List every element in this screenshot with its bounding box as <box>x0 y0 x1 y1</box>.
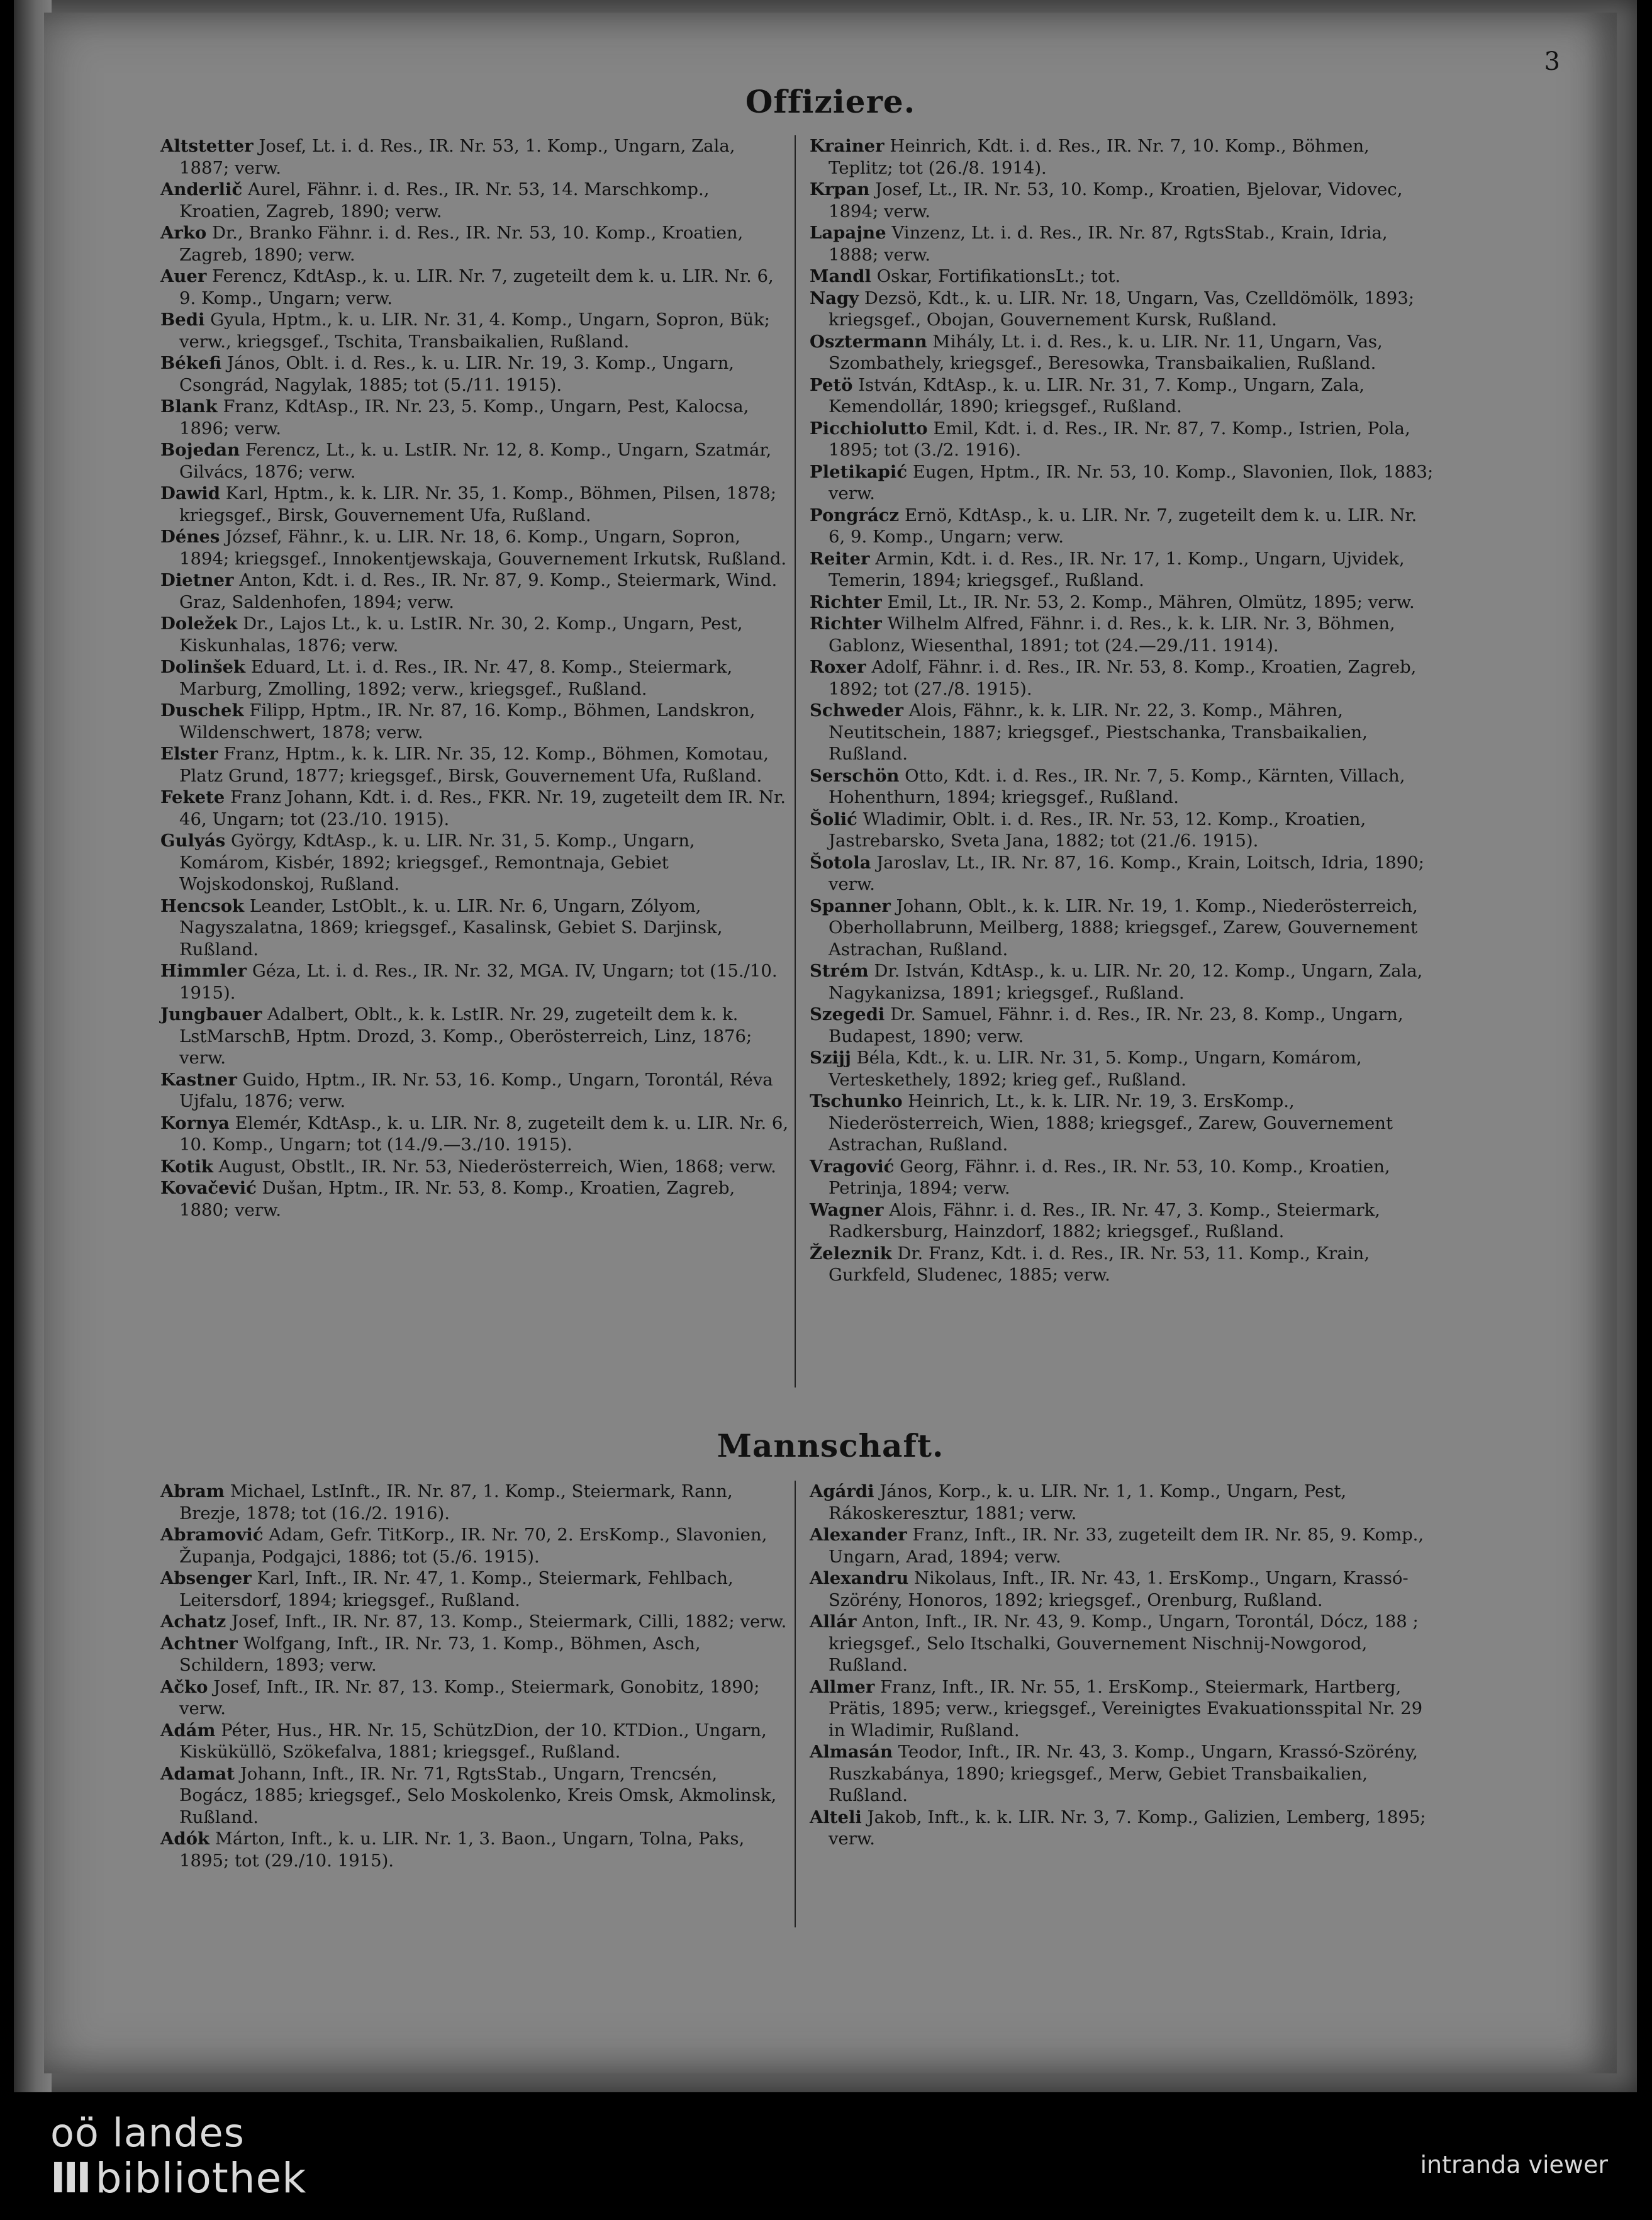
list-entry <box>160 1828 790 1871</box>
entry-details: Emil, Lt., IR. Nr. 53, 2. Komp., Mähren, Olmütz, 1895; verw. <box>887 591 1415 612</box>
entry-details: Franz, Inft., IR. Nr. 55, 1. ErsKomp., Steiermark, Hartberg, Prätis, 1895; verw., kriegsgef., Vereinigtes Evakuationsspital Nr. 29 in Wladimir, Rußland. <box>829 1676 1423 1741</box>
entry-surname: Duschek <box>160 700 244 720</box>
entry-details: Karl, Inft., IR. Nr. 47, 1. Komp., Steiermark, Fehlbach, Leitersdorf, 1894; kriegsgef., Rußland. <box>179 1568 734 1610</box>
entry-surname: Achtner <box>160 1633 238 1654</box>
entry-surname: Auer <box>160 266 207 286</box>
entry-details: Alois, Fähnr., k. k. LIR. Nr. 22, 3. Komp., Mähren, Neutitschein, 1887; kriegsgef., Piestschanka, Transbaikalien, Rußland. <box>829 700 1368 764</box>
entry-surname: Krainer <box>810 136 885 156</box>
entry-surname: Lapajne <box>810 223 886 243</box>
entry-details: Ernö, KdtAsp., k. u. LIR. Nr. 7, zugeteilt dem k. u. LIR. Nr. 6, 9. Komp., Ungarn; verw. <box>829 505 1417 547</box>
entry-details: Filipp, Hptm., IR. Nr. 87, 16. Komp., Böhmen, Landskron, Wildenschwert, 1878; verw. <box>179 700 756 743</box>
list-entry <box>160 613 790 656</box>
list-entry <box>810 266 1439 288</box>
entry-details: Adam, Gefr. TitKorp., IR. Nr. 70, 2. ErsKomp., Slavonien, Županja, Podgajci, 1886; tot (5./6. 1915). <box>179 1525 767 1567</box>
entry-details: Adolf, Fähnr. i. d. Res., IR. Nr. 53, 8. Komp., Kroatien, Zagreb, 1892; tot (27./8. 1915). <box>829 657 1417 699</box>
entry-details: Johann, Oblt., k. k. LIR. Nr. 19, 1. Komp., Niederösterreich, Oberhollabrunn, Meilberg, 1888; kriegsgef., Zarew, Gouvernement Astrachan, Rußland. <box>829 895 1418 960</box>
library-logo <box>50 2111 306 2202</box>
list-entry <box>810 331 1439 374</box>
list-entry <box>810 374 1439 418</box>
entry-details: Armin, Kdt. i. d. Res., IR. Nr. 17, 1. Komp., Ungarn, Ujvidek, Temerin, 1894; kriegsgef., Rußland. <box>829 548 1405 590</box>
list-entry <box>810 656 1439 700</box>
list-entry <box>160 396 790 439</box>
entry-surname: Serschön <box>810 765 900 786</box>
list-entry <box>160 1763 790 1829</box>
entry-details: Wolfgang, Inft., IR. Nr. 73, 1. Komp., Böhmen, Asch, Schildern, 1893; verw. <box>179 1633 701 1675</box>
entry-details: Nikolaus, Inft., IR. Nr. 43, 1. ErsKomp., Ungarn, Krassó-Szörény, Honoros, 1892; kriegsgef., Orenburg, Rußland. <box>829 1568 1409 1610</box>
entry-surname: Roxer <box>810 657 866 677</box>
list-entry <box>810 1611 1439 1676</box>
entry-details: Béla, Kdt., k. u. LIR. Nr. 31, 5. Komp., Ungarn, Komárom, Verteskethely, 1892; krieg gef., Rußland. <box>829 1048 1362 1090</box>
entry-details: Jakob, Inft., k. k. LIR. Nr. 3, 7. Komp., Galizien, Lemberg, 1895; verw. <box>829 1807 1426 1849</box>
entry-details: Wilhelm Alfred, Fähnr. i. d. Res., k. k. LIR. Nr. 3, Böhmen, Gablonz, Wiesenthal, 1891; tot (24.—29./11. 1914). <box>829 614 1395 656</box>
list-entry <box>160 222 790 266</box>
entry-surname: Adám <box>160 1720 216 1741</box>
mannschaft-column-left <box>160 1481 790 1871</box>
entry-surname: Tschunko <box>810 1091 903 1111</box>
entry-details: Franz, Hptm., k. k. LIR. Nr. 35, 12. Komp., Böhmen, Komotau, Platz Grund, 1877; kriegsgef., Birsk, Gouvernement Ufa, Rußland. <box>179 744 769 786</box>
entry-details: János, Korp., k. u. LIR. Nr. 1, 1. Komp., Ungarn, Pest, Rákoskeresztur, 1881; verw. <box>829 1481 1347 1523</box>
entry-details: Ferencz, Lt., k. u. LstIR. Nr. 12, 8. Komp., Ungarn, Szatmár, Gilvács, 1876; verw. <box>179 440 772 482</box>
entry-details: Ferencz, KdtAsp., k. u. LIR. Nr. 7, zugeteilt dem k. u. LIR. Nr. 6, 9. Komp., Ungarn; verw. <box>179 266 774 308</box>
list-entry <box>810 179 1439 222</box>
entry-details: Vinzenz, Lt. i. d. Res., IR. Nr. 87, RgtsStab., Krain, Idria, 1888; verw. <box>829 223 1388 265</box>
entry-details: Dezsö, Kdt., k. u. LIR. Nr. 18, Ungarn, Vas, Czelldömölk, 1893; kriegsgef., Obojan, Gouvernement Kursk, Rußland. <box>829 288 1415 330</box>
entry-surname: Békefi <box>160 353 222 373</box>
entry-surname: Altstetter <box>160 136 254 156</box>
entry-surname: Kastner <box>160 1069 237 1090</box>
entry-surname: Alteli <box>810 1807 862 1827</box>
entry-surname: Ačko <box>160 1676 208 1697</box>
entry-surname: Mandl <box>810 266 871 286</box>
entry-surname: Spanner <box>810 895 891 916</box>
entry-details: Eugen, Hptm., IR. Nr. 53, 10. Komp., Slavonien, Ilok, 1883; verw. <box>829 461 1434 503</box>
entry-surname: Nagy <box>810 288 859 308</box>
list-entry <box>810 1524 1439 1567</box>
entry-details: Guido, Hptm., IR. Nr. 53, 16. Komp., Ungarn, Torontál, Réva Ujfalu, 1876; verw. <box>179 1069 773 1111</box>
viewer-brand-label: intranda viewer <box>1420 2151 1608 2178</box>
entry-details: Josef, Inft., IR. Nr. 87, 13. Komp., Steiermark, Cilli, 1882; verw. <box>231 1612 787 1632</box>
entry-details: Mihály, Lt. i. d. Res., k. u. LIR. Nr. 11, Ungarn, Vas, Szombathely, kriegsgef., Beresowka, Transbaikalien, Rußland. <box>829 331 1383 373</box>
entry-details: Dušan, Hptm., IR. Nr. 53, 8. Komp., Kroatien, Zagreb, 1880; verw. <box>179 1178 735 1220</box>
list-entry <box>810 505 1439 548</box>
offiziere-column-right <box>810 135 1439 1286</box>
list-entry <box>810 1156 1439 1199</box>
entry-details: Péter, Hus., HR. Nr. 15, SchützDion, der 10. KTDion., Ungarn, Kisküküllö, Szökefalva, 1881; kriegsgef., Rußland. <box>179 1720 767 1762</box>
entry-surname: Osztermann <box>810 331 927 352</box>
list-entry <box>810 1243 1439 1286</box>
list-entry <box>160 266 790 309</box>
entry-details: August, Obstlt., IR. Nr. 53, Niederösterreich, Wien, 1868; verw. <box>218 1156 776 1177</box>
list-entry <box>160 309 790 352</box>
entry-surname: Kornya <box>160 1113 230 1133</box>
list-entry <box>810 1047 1439 1090</box>
entry-surname: Blank <box>160 396 218 417</box>
entry-details: János, Oblt. i. d. Res., k. u. LIR. Nr. 19, 3. Komp., Ungarn, Csongrád, Nagylak, 1885; tot (5./11. 1915). <box>179 353 735 395</box>
entry-details: Heinrich, Kdt. i. d. Res., IR. Nr. 7, 10. Komp., Böhmen, Teplitz; tot (26./8. 1914). <box>829 136 1370 178</box>
entry-details: Wladimir, Oblt. i. d. Res., IR. Nr. 53, 12. Komp., Kroatien, Jastrebarsko, Sveta Jana, 1882; tot (21./6. 1915). <box>829 809 1366 851</box>
entry-surname: Elster <box>160 744 218 764</box>
list-entry <box>160 1524 790 1567</box>
entry-surname: Allár <box>810 1612 857 1632</box>
entry-surname: Šotola <box>810 852 871 873</box>
list-entry <box>160 569 790 613</box>
entry-details: Márton, Inft., k. u. LIR. Nr. 1, 3. Baon., Ungarn, Tolna, Paks, 1895; tot (29./10. 1915). <box>179 1829 745 1871</box>
offiziere-column-left <box>160 135 790 1221</box>
entry-surname: Dolinšek <box>160 657 246 677</box>
list-entry <box>810 1807 1439 1850</box>
entry-surname: Szegedi <box>810 1004 885 1024</box>
entry-surname: Almasán <box>810 1742 893 1762</box>
entry-surname: Anderlič <box>160 179 243 199</box>
list-entry <box>810 222 1439 266</box>
entry-details: Aurel, Fähnr. i. d. Res., IR. Nr. 53, 14. Marschkomp., Kroatien, Zagreb, 1890; verw. <box>179 179 710 221</box>
entry-surname: Schweder <box>810 700 903 720</box>
list-entry <box>160 960 790 1004</box>
entry-surname: Szijj <box>810 1048 851 1068</box>
entry-details: Dr. Franz, Kdt. i. d. Res., IR. Nr. 53, 11. Komp., Krain, Gurkfeld, Sludenec, 1885; verw. <box>829 1243 1370 1285</box>
entry-details: Gyula, Hptm., k. u. LIR. Nr. 31, 4. Komp., Ungarn, Sopron, Bük; verw., kriegsgef., Tschita, Transbaikalien, Rußland. <box>179 310 771 352</box>
list-entry <box>160 439 790 483</box>
section-heading-mannschaft: Mannschaft. <box>717 1427 944 1464</box>
entry-details: Franz, Inft., IR. Nr. 33, zugeteilt dem IR. Nr. 85, 9. Komp., Ungarn, Arad, 1894; verw. <box>829 1525 1424 1567</box>
entry-surname: Pongrácz <box>810 505 900 525</box>
entry-details: Dr. Samuel, Fähnr. i. d. Res., IR. Nr. 23, 8. Komp., Ungarn, Budapest, 1890; verw. <box>829 1004 1404 1046</box>
entry-details: Leander, LstOblt., k. u. LIR. Nr. 6, Ungarn, Zólyom, Nagyszalatna, 1869; kriegsgef., Kasalinsk, Gebiet S. Darjinsk, Rußland. <box>179 895 723 960</box>
entry-details: István, KdtAsp., k. u. LIR. Nr. 31, 7. Komp., Ungarn, Zala, Kemendollár, 1890; kriegsgef., Rußland. <box>829 374 1365 417</box>
entry-details: Karl, Hptm., k. k. LIR. Nr. 35, 1. Komp., Böhmen, Pilsen, 1878; kriegsgef., Birsk, Gouvernement Ufa, Rußland. <box>179 483 777 525</box>
list-entry <box>810 548 1439 591</box>
scanned-page <box>14 0 1637 2092</box>
list-entry <box>160 135 790 179</box>
entry-details: Elemér, KdtAsp., k. u. LIR. Nr. 8, zugeteilt dem k. u. LIR. Nr. 6, 10. Komp., Ungarn; tot (14./9.—3./10. 1915). <box>179 1113 789 1155</box>
list-entry <box>160 1676 790 1720</box>
list-entry <box>160 1069 790 1113</box>
entry-surname: Arko <box>160 223 207 243</box>
entry-surname: Krpan <box>810 179 870 199</box>
list-entry <box>810 461 1439 505</box>
entry-surname: Doležek <box>160 614 238 634</box>
entry-details: Géza, Lt. i. d. Res., IR. Nr. 32, MGA. IV, Ungarn; tot (15./10. 1915). <box>179 961 778 1003</box>
entry-surname: Absenger <box>160 1568 252 1588</box>
list-entry <box>160 787 790 830</box>
entry-surname: Allmer <box>810 1676 875 1697</box>
entry-surname: Gulyás <box>160 831 226 851</box>
list-entry <box>160 1004 790 1069</box>
list-entry <box>810 613 1439 656</box>
entry-details: Franz Johann, Kdt. i. d. Res., FKR. Nr. 19, zugeteilt dem IR. Nr. 46, Ungarn; tot (23./10. 1915). <box>179 787 786 829</box>
entry-surname: Alexander <box>810 1525 907 1545</box>
entry-details: Alois, Fähnr. i. d. Res., IR. Nr. 47, 3. Komp., Steiermark, Radkersburg, Hainzdorf, 1882; kriegsgef., Rußland. <box>829 1199 1381 1242</box>
entry-details: Dr., Lajos Lt., k. u. LstIR. Nr. 30, 2. Komp., Ungarn, Pest, Kiskunhalas, 1876; verw. <box>179 614 743 656</box>
entry-details: Josef, Lt., IR. Nr. 53, 10. Komp., Kroatien, Bjelovar, Vidovec, 1894; verw. <box>829 179 1403 221</box>
entry-surname: Jungbauer <box>160 1004 262 1024</box>
list-entry <box>160 1156 790 1178</box>
entry-details: Georg, Fähnr. i. d. Res., IR. Nr. 53, 10. Komp., Kroatien, Petrinja, 1894; verw. <box>829 1156 1390 1198</box>
list-entry <box>810 1741 1439 1807</box>
entry-details: Teodor, Inft., IR. Nr. 43, 3. Komp., Ungarn, Krassó-Szörény, Ruszkabánya, 1890; kriegsgef., Merw, Gebiet Transbaikalien, Rußland. <box>829 1742 1419 1805</box>
entry-surname: Wagner <box>810 1199 884 1220</box>
entry-details: Dr. István, KdtAsp., k. u. LIR. Nr. 20, 12. Komp., Ungarn, Zala, Nagykanizsa, 1891; kriegsgef., Rußland. <box>829 961 1423 1003</box>
entry-surname: Petö <box>810 374 853 395</box>
list-entry <box>160 483 790 526</box>
list-entry <box>810 700 1439 765</box>
column-divider <box>795 135 796 1388</box>
entry-details: Franz, KdtAsp., IR. Nr. 23, 5. Komp., Ungarn, Pest, Kalocsa, 1896; verw. <box>179 396 749 439</box>
entry-surname: Hencsok <box>160 895 245 916</box>
entry-details: Adalbert, Oblt., k. k. LstIR. Nr. 29, zugeteilt dem k. k. LstMarschB, Hptm. Drozd, 3. Komp., Oberösterreich, Linz, 1876; verw. <box>179 1004 752 1068</box>
entry-surname: Adamat <box>160 1763 235 1784</box>
list-entry <box>160 830 790 895</box>
list-entry <box>160 526 790 569</box>
entry-details: Anton, Kdt. i. d. Res., IR. Nr. 87, 9. Komp., Steiermark, Wind. Graz, Saldenhofen, 1894; verw. <box>179 570 778 612</box>
list-entry <box>810 765 1439 809</box>
list-entry <box>160 700 790 743</box>
list-entry <box>810 591 1439 614</box>
entry-surname: Šolić <box>810 809 857 829</box>
page-sheet <box>44 13 1617 2073</box>
list-entry <box>810 895 1439 961</box>
entry-surname: Abramović <box>160 1525 264 1545</box>
list-entry <box>160 656 790 700</box>
list-entry <box>160 1177 790 1221</box>
entry-surname: Himmler <box>160 961 247 981</box>
entry-details: Anton, Inft., IR. Nr. 43, 9. Komp., Ungarn, Torontál, Dócz, 188 ; kriegsgef., Selo Itschalki, Gouvernement Nischnij-Nowgorod, Rußland. <box>829 1612 1419 1675</box>
entry-surname: Vragović <box>810 1156 895 1177</box>
entry-surname: Abram <box>160 1481 225 1501</box>
entry-details: József, Fähnr., k. u. LIR. Nr. 18, 6. Komp., Ungarn, Sopron, 1894; kriegsgef., Innokentjewskaja, Gouvernement Irkutsk, Rußland. <box>179 527 787 569</box>
column-divider <box>795 1481 796 1927</box>
list-entry <box>160 895 790 961</box>
list-entry <box>160 1113 790 1156</box>
entry-surname: Kovačević <box>160 1178 257 1198</box>
list-entry <box>810 1481 1439 1524</box>
list-entry <box>810 809 1439 852</box>
entry-surname: Picchiolutto <box>810 418 928 439</box>
list-entry <box>810 1567 1439 1611</box>
entry-surname: Richter <box>810 614 882 634</box>
page-number: 3 <box>1544 47 1560 76</box>
logo-line-2-text: bibliothek <box>95 2154 307 2202</box>
entry-surname: Železnik <box>810 1243 892 1264</box>
section-heading-offiziere: Offiziere. <box>745 83 916 120</box>
logo-bars-icon: III <box>50 2154 89 2202</box>
logo-line-2 <box>50 2155 306 2202</box>
entry-surname: Bojedan <box>160 440 240 460</box>
list-entry <box>160 743 790 787</box>
entry-details: Michael, LstInft., IR. Nr. 87, 1. Komp., Steiermark, Rann, Brezje, 1878; tot (16./2. 1916). <box>179 1481 733 1523</box>
entry-surname: Strém <box>810 961 869 981</box>
entry-surname: Fekete <box>160 787 225 807</box>
entry-surname: Alexandru <box>810 1568 909 1588</box>
list-entry <box>810 852 1439 895</box>
entry-details: Jaroslav, Lt., IR. Nr. 87, 16. Komp., Krain, Loitsch, Idria, 1890; verw. <box>829 852 1424 894</box>
entry-details: Dr., Branko Fähnr. i. d. Res., IR. Nr. 53, 10. Komp., Kroatien, Zagreb, 1890; verw. <box>179 223 744 265</box>
entry-details: Johann, Inft., IR. Nr. 71, RgtsStab., Ungarn, Trencsén, Bogácz, 1885; kriegsgef., Selo Moskolenko, Kreis Omsk, Akmolinsk, Rußland. <box>179 1763 777 1827</box>
entry-details: Otto, Kdt. i. d. Res., IR. Nr. 7, 5. Komp., Kärnten, Villach, Hohenthurn, 1894; kriegsgef., Rußland. <box>829 765 1405 807</box>
entry-details: Emil, Kdt. i. d. Res., IR. Nr. 87, 7. Komp., Istrien, Pola, 1895; tot (3./2. 1916). <box>829 418 1410 460</box>
list-entry <box>810 1676 1439 1742</box>
list-entry <box>160 1567 790 1611</box>
entry-surname: Pletikapić <box>810 461 908 482</box>
list-entry <box>810 1004 1439 1047</box>
list-entry <box>160 352 790 396</box>
list-entry <box>160 1611 790 1633</box>
entry-details: Heinrich, Lt., k. k. LIR. Nr. 19, 3. ErsKomp., Niederösterreich, Wien, 1888; kriegsgef., Zarew, Gouvernement Astrachan, Rußland. <box>829 1091 1393 1155</box>
entry-details: Josef, Inft., IR. Nr. 87, 13. Komp., Steiermark, Gonobitz, 1890; verw. <box>179 1676 760 1718</box>
entry-surname: Dawid <box>160 483 221 503</box>
entry-details: Eduard, Lt. i. d. Res., IR. Nr. 47, 8. Komp., Steiermark, Marburg, Zmolling, 1892; verw., kriegsgef., Rußland. <box>179 657 733 699</box>
mannschaft-column-right <box>810 1481 1439 1850</box>
entry-surname: Kotik <box>160 1156 213 1177</box>
list-entry <box>810 135 1439 179</box>
list-entry <box>160 1633 790 1676</box>
list-entry <box>160 1481 790 1524</box>
entry-surname: Richter <box>810 591 882 612</box>
entry-surname: Dietner <box>160 570 234 590</box>
entry-surname: Achatz <box>160 1612 226 1632</box>
list-entry <box>810 418 1439 461</box>
entry-surname: Dénes <box>160 527 220 547</box>
list-entry <box>810 1199 1439 1243</box>
entry-surname: Reiter <box>810 548 870 569</box>
list-entry <box>810 1090 1439 1156</box>
entry-surname: Bedi <box>160 310 205 330</box>
entry-details: György, KdtAsp., k. u. LIR. Nr. 31, 5. Komp., Ungarn, Komárom, Kisbér, 1892; kriegsgef., Remontnaja, Gebiet Wojskodonskoj, Rußland. <box>179 831 695 894</box>
list-entry <box>160 1720 790 1763</box>
list-entry <box>810 288 1439 331</box>
entry-surname: Adók <box>160 1829 209 1849</box>
entry-details: Oskar, FortifikationsLt.; tot. <box>876 266 1121 286</box>
list-entry <box>160 179 790 222</box>
logo-line-1: oö landes <box>50 2110 245 2156</box>
entry-details: Josef, Lt. i. d. Res., IR. Nr. 53, 1. Komp., Ungarn, Zala, 1887; verw. <box>179 136 735 178</box>
entry-surname: Agárdi <box>810 1481 874 1501</box>
list-entry <box>810 960 1439 1004</box>
